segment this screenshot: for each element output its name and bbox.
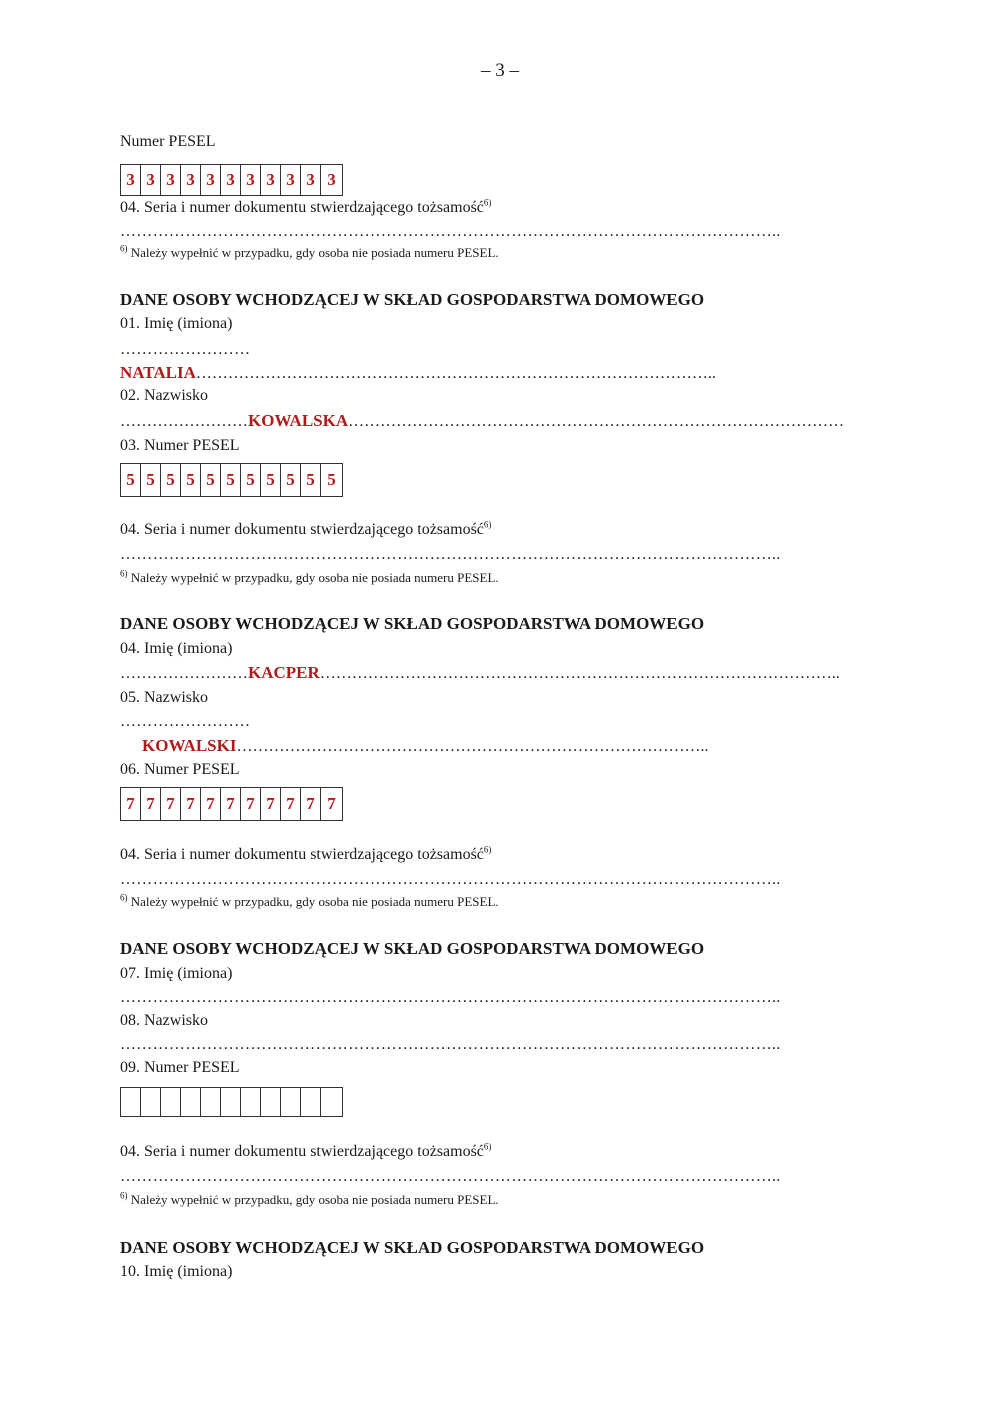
pesel-digit[interactable]: 5	[281, 464, 301, 496]
section-heading: DANE OSOBY WCHODZĄCEJ W SKŁAD GOSPODARSTWA DOMOWEGO	[120, 1238, 705, 1257]
pesel-digit[interactable]: 5	[161, 464, 181, 496]
surname-field[interactable]: ……………………KOWALSKA…………………………………………………………………………………	[120, 411, 845, 430]
pesel-digit[interactable]	[201, 1088, 221, 1116]
footnote: $^{6)}$ Należy wypełnić w przypadku, gdy osoba nie posiada numeru PESEL.	[120, 243, 499, 260]
pesel-label: 06. Numer PESEL	[120, 761, 240, 778]
first-name-dots: ……………………	[120, 341, 251, 358]
pesel-label: Numer PESEL	[120, 133, 216, 150]
pesel-digit[interactable]: 3	[121, 165, 141, 195]
pesel-digit[interactable]: 7	[201, 788, 221, 820]
surname-dots: ……………………	[120, 713, 251, 730]
pesel-digit[interactable]: 5	[221, 464, 241, 496]
pesel-digit[interactable]: 3	[301, 165, 321, 195]
pesel-digit[interactable]: 3	[201, 165, 221, 195]
pesel-digit[interactable]: 7	[121, 788, 141, 820]
pesel-digit[interactable]	[261, 1088, 281, 1116]
doc-series-label: 04. Seria i numer dokumentu stwierdzającego tożsamość$^{6)}$	[120, 844, 492, 863]
doc-series-field[interactable]: …………………………………………………………………………………………………………..	[120, 546, 781, 563]
surname-label: 08. Nazwisko	[120, 1012, 208, 1029]
pesel-label: 03. Numer PESEL	[120, 437, 240, 454]
pesel-digit[interactable]: 5	[141, 464, 161, 496]
doc-series-label: 04. Seria i numer dokumentu stwierdzającego tożsamość$^{6)}$	[120, 1141, 492, 1160]
pesel-digit[interactable]: 7	[161, 788, 181, 820]
pesel-digit[interactable]: 3	[181, 165, 201, 195]
footnote: $^{6)}$ Należy wypełnić w przypadku, gdy osoba nie posiada numeru PESEL.	[120, 568, 499, 585]
pesel-digit[interactable]: 7	[301, 788, 321, 820]
doc-series-field[interactable]: …………………………………………………………………………………………………………..	[120, 1168, 781, 1185]
first-name-label: 04. Imię (imiona)	[120, 640, 233, 657]
first-name-label: 01. Imię (imiona)	[120, 315, 233, 332]
pesel-digit[interactable]: 7	[241, 788, 261, 820]
pesel-box[interactable]	[120, 463, 343, 497]
surname-field[interactable]: …………………………………………………………………………………………………………..	[120, 1036, 781, 1053]
pesel-digit[interactable]	[181, 1088, 201, 1116]
pesel-digit[interactable]: 5	[181, 464, 201, 496]
first-name-field[interactable]: NATALIA……………………………………………………………………………………..	[120, 363, 716, 382]
doc-series-field[interactable]: …………………………………………………………………………………………………………..	[120, 223, 781, 240]
pesel-digit[interactable]: 7	[281, 788, 301, 820]
pesel-digit[interactable]	[321, 1088, 342, 1116]
pesel-digit[interactable]	[141, 1088, 161, 1116]
pesel-label: 09. Numer PESEL	[120, 1059, 240, 1076]
pesel-digit[interactable]: 5	[261, 464, 281, 496]
pesel-digit[interactable]: 3	[327, 170, 336, 189]
pesel-digit[interactable]: 3	[261, 165, 281, 195]
surname-label: 02. Nazwisko	[120, 387, 208, 404]
surname-label: 05. Nazwisko	[120, 689, 208, 706]
pesel-digit[interactable]: 5	[241, 464, 261, 496]
first-name-value: NATALIA	[120, 363, 196, 382]
pesel-digit[interactable]: 5	[201, 464, 221, 496]
doc-series-label: 04. Seria i numer dokumentu stwierdzającego tożsamość$^{6)}$	[120, 519, 492, 538]
pesel-digit[interactable]: 7	[181, 788, 201, 820]
surname-value: KOWALSKI	[142, 736, 237, 755]
section-heading: DANE OSOBY WCHODZĄCEJ W SKŁAD GOSPODARSTWA DOMOWEGO	[120, 939, 705, 958]
pesel-digit[interactable]	[241, 1088, 261, 1116]
pesel-digit[interactable]	[301, 1088, 321, 1116]
first-name-field[interactable]: …………………………………………………………………………………………………………..	[120, 989, 781, 1006]
pesel-digit[interactable]	[161, 1088, 181, 1116]
section-heading: DANE OSOBY WCHODZĄCEJ W SKŁAD GOSPODARSTWA DOMOWEGO	[120, 614, 705, 633]
pesel-digit[interactable]: 3	[161, 165, 181, 195]
pesel-digit[interactable]: 7	[221, 788, 241, 820]
doc-series-label: 04. Seria i numer dokumentu stwierdzającego tożsamość$^{6)}$	[120, 197, 492, 216]
page-number: – 3 –	[481, 60, 519, 81]
pesel-digit[interactable]: 5	[327, 470, 336, 489]
pesel-digit[interactable]: 7	[141, 788, 161, 820]
footnote: $^{6)}$ Należy wypełnić w przypadku, gdy osoba nie posiada numeru PESEL.	[120, 892, 499, 909]
first-name-label: 10. Imię (imiona)	[120, 1263, 233, 1280]
first-name-label: 07. Imię (imiona)	[120, 965, 233, 982]
surname-field[interactable]: KOWALSKI……………………………………………………………………………..	[142, 736, 709, 755]
first-name-field[interactable]: ……………………KACPER……………………………………………………………………………………..	[120, 663, 840, 682]
pesel-digit[interactable]: 3	[281, 165, 301, 195]
pesel-digit[interactable]	[281, 1088, 301, 1116]
pesel-box[interactable]	[120, 1087, 343, 1117]
pesel-digit[interactable]: 3	[241, 165, 261, 195]
surname-value: KOWALSKA	[248, 411, 349, 430]
pesel-box[interactable]	[120, 787, 343, 821]
pesel-digit[interactable]: 7	[327, 794, 336, 813]
pesel-digit[interactable]	[121, 1088, 141, 1116]
footnote: $^{6)}$ Należy wypełnić w przypadku, gdy osoba nie posiada numeru PESEL.	[120, 1190, 499, 1207]
first-name-value: KACPER	[248, 663, 320, 682]
pesel-digit[interactable]: 3	[141, 165, 161, 195]
pesel-digit[interactable]: 5	[121, 464, 141, 496]
pesel-digit[interactable]: 5	[301, 464, 321, 496]
pesel-digit[interactable]: 3	[221, 165, 241, 195]
pesel-digit[interactable]: 7	[261, 788, 281, 820]
section-heading: DANE OSOBY WCHODZĄCEJ W SKŁAD GOSPODARSTWA DOMOWEGO	[120, 290, 705, 309]
pesel-digit[interactable]	[221, 1088, 241, 1116]
pesel-box-top[interactable]	[120, 164, 343, 196]
doc-series-field[interactable]: …………………………………………………………………………………………………………..	[120, 871, 781, 888]
